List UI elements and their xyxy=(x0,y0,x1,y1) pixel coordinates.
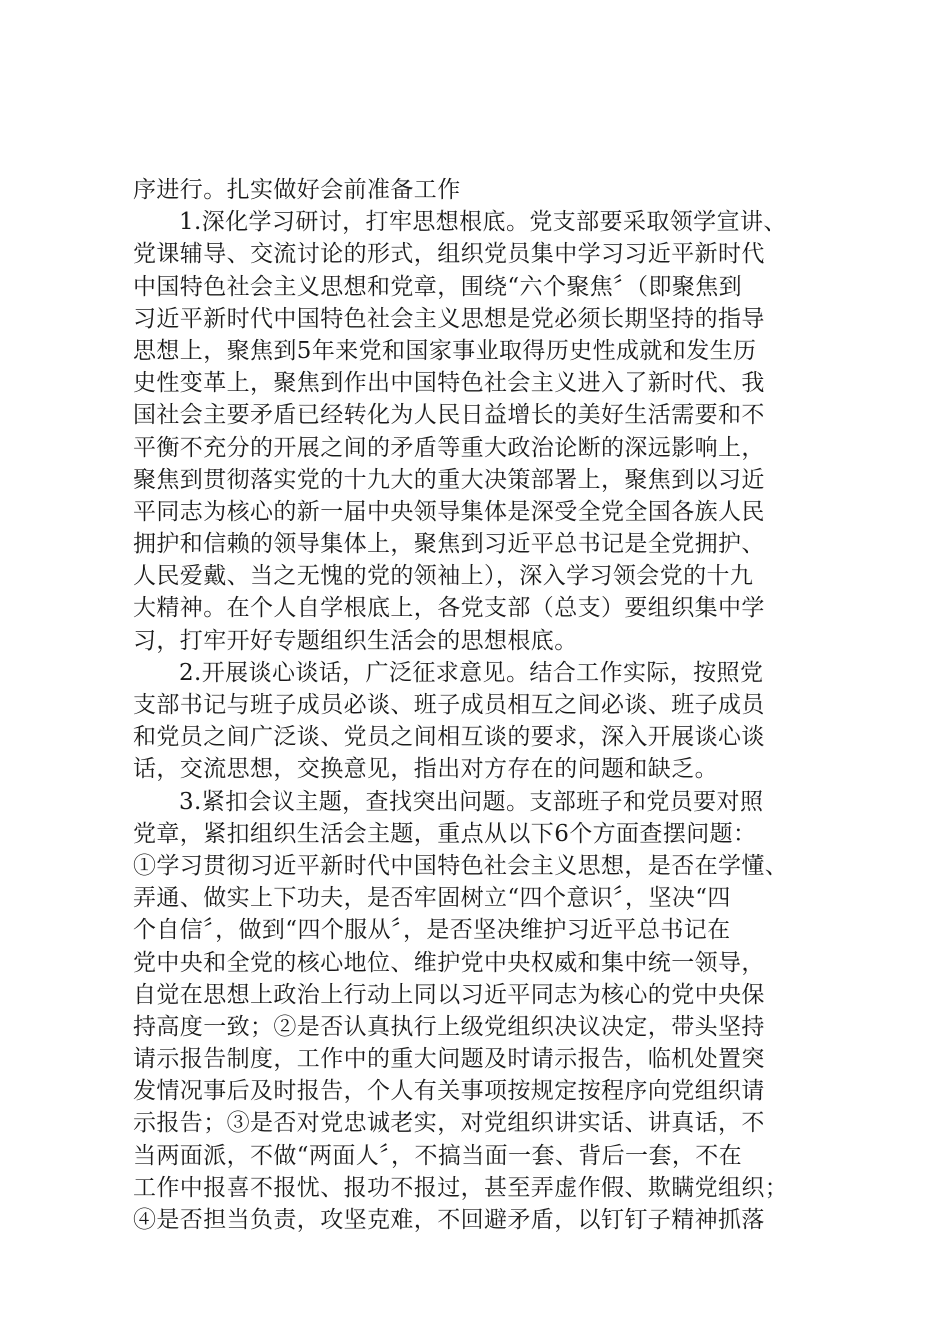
text-line: 聚焦到贯彻落实党的十九大的重大决策部署上，聚焦到以习近 xyxy=(133,466,765,493)
text-line: 支部书记与班子成员必谈、班子成员相互之间必谈、班子成员 xyxy=(133,692,765,718)
text-line: 思想上，聚焦到5年来党和国家事业取得历史性成就和发生历 xyxy=(133,337,757,364)
text-line: 党课辅导、交流讨论的形式，组织党员集中学习习近平新时代 xyxy=(133,241,765,268)
text-line: 个自信〞，做到“四个服从〞，是否坚决维护习近平总书记在 xyxy=(133,917,731,944)
text-line: 平衡不充分的开展之间的矛盾等重大政治论断的深远影响上， xyxy=(133,434,765,461)
text-line: 人民爱戴、当之无愧的党的领袖上），深入学习领会党的十九 xyxy=(133,563,754,590)
text-line: 拥护和信赖的领导集体上，聚焦到习近平总书记是全党拥护、 xyxy=(133,531,765,558)
text-line: 中国特色社会主义思想和党章，围绕“六个聚焦〞（即聚焦到 xyxy=(133,273,743,300)
text-line: 话，交流思想，交换意见，指出对方存在的问题和缺乏。 xyxy=(133,756,718,783)
text-line: 习，打牢开好专题组织生活会的思想根底。 xyxy=(133,627,578,654)
text-line: ①学习贯彻习近平新时代中国特色社会主义思想，是否在学懂、 xyxy=(133,852,789,879)
text-line: 大精神。在个人自学根底上，各党支部（总支）要组织集中学 xyxy=(133,595,765,622)
text-line: 自觉在思想上政治上行动上同以习近平同志为核心的党中央保 xyxy=(133,981,765,1008)
text-line: 持高度一致；②是否认真执行上级党组织决议决定，带头坚持 xyxy=(133,1013,765,1040)
text-line: 2.开展谈心谈话，广泛征求意见。结合工作实际，按照党 xyxy=(179,659,764,686)
text-line: 请示报告制度，工作中的重大问题及时请示报告，临机处置突 xyxy=(133,1046,765,1073)
text-line: 3.紧扣会议主题，查找突出问题。支部班子和党员要对照 xyxy=(179,788,764,815)
text-line: 工作中报喜不报忧、报功不报过，甚至弄虚作假、欺瞒党组织； xyxy=(133,1174,789,1201)
text-line: ④是否担当负责，攻坚克难，不回避矛盾，以钉钉子精神抓落 xyxy=(133,1207,765,1233)
text-line: 当两面派，不做“两面人〞，不搞当面一套、背后一套，不在 xyxy=(133,1142,743,1169)
text-line: 序进行。扎实做好会前准备工作 xyxy=(133,177,461,203)
text-line: 党中央和全党的核心地位、维护党中央权威和集中统一领导， xyxy=(133,949,765,976)
text-line: 示报告；③是否对党忠诚老实，对党组织讲实话、讲真话，不 xyxy=(133,1110,765,1137)
text-line: 发情况事后及时报告，个人有关事项按规定按程序向党组织请 xyxy=(133,1078,765,1105)
text-line: 史性变革上，聚焦到作出中国特色社会主义进入了新时代、我 xyxy=(133,370,765,397)
text-line: 习近平新时代中国特色社会主义思想是党必须长期坚持的指导 xyxy=(133,305,765,332)
text-line: 和党员之间广泛谈、党员之间相互谈的要求，深入开展谈心谈 xyxy=(133,724,765,751)
text-line: 平同志为核心的新一届中央领导集体是深受全党全国各族人民 xyxy=(133,498,765,525)
document-body xyxy=(133,174,823,1236)
text-line: 国社会主要矛盾已经转化为人民日益增长的美好生活需要和不 xyxy=(133,402,765,429)
text-line: 党章，紧扣组织生活会主题，重点从以下6个方面查摆问题： xyxy=(133,820,757,847)
text-line: 弄通、做实上下功夫，是否牢固树立“四个意识〞，坚决“四 xyxy=(133,885,731,912)
text-line: 1.深化学习研讨，打牢思想根底。党支部要采取领学宣讲、 xyxy=(179,209,787,236)
